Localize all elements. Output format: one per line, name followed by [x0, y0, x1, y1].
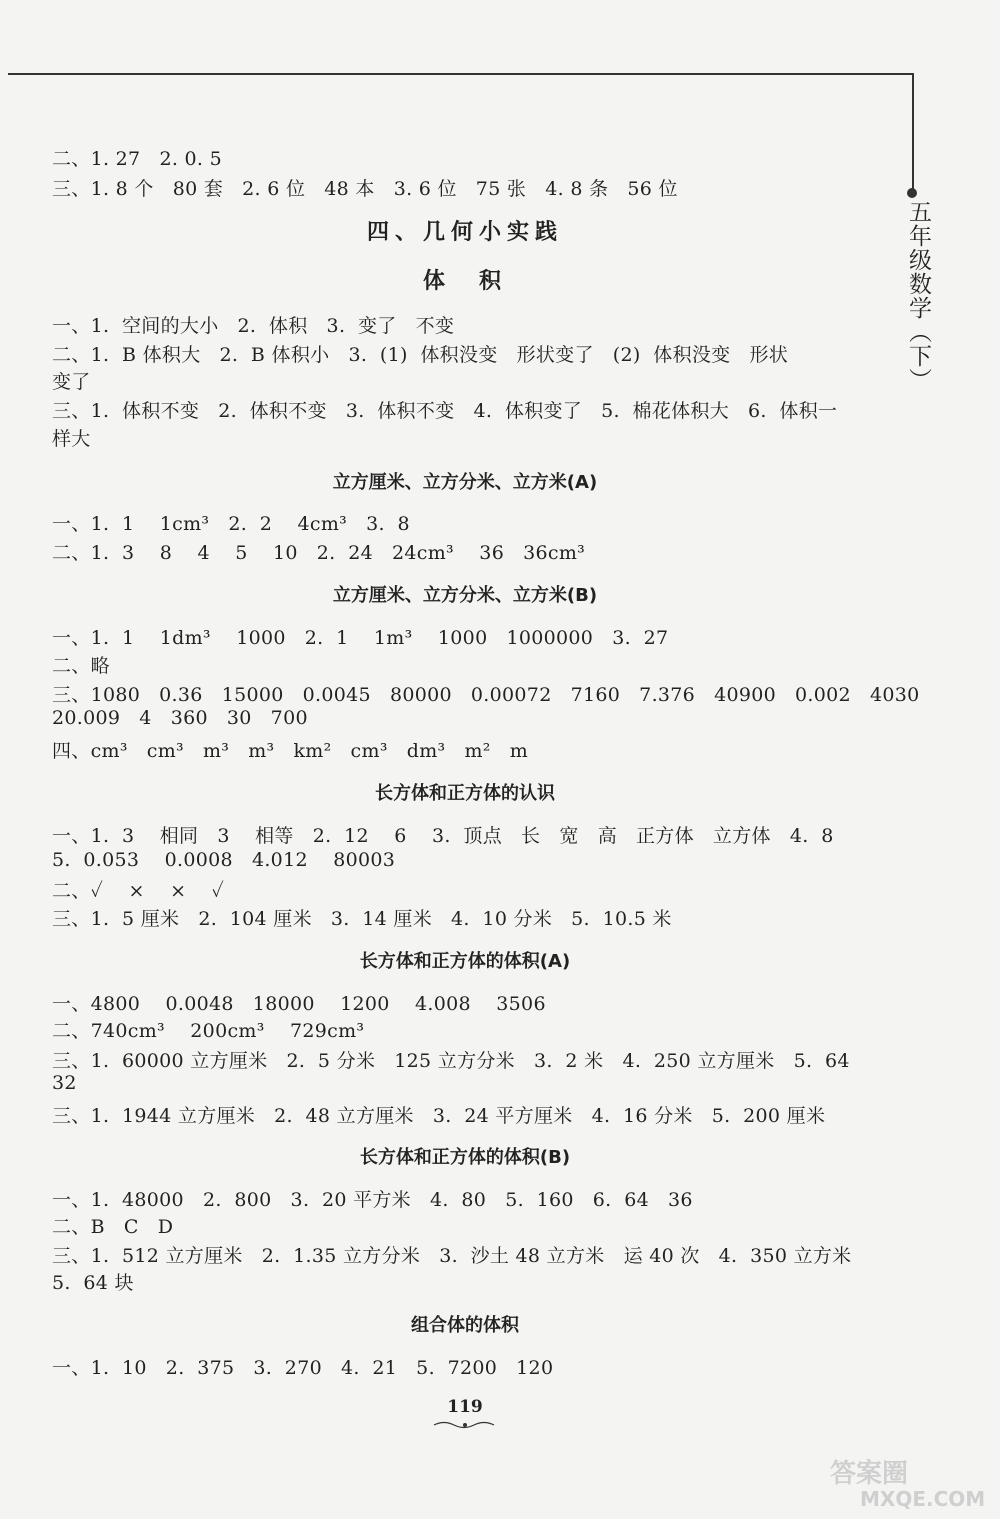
answer-line: 四、cm³ cm³ m³ m³ km² cm³ dm³ m² m [52, 740, 529, 762]
side-rule-dot [907, 188, 917, 198]
answer-line: 二、1. 3 8 4 5 10 2. 24 24cm³ 36 36cm³ [52, 542, 586, 564]
answer-line: 变了 [52, 371, 91, 393]
subsection-title: 立方厘米、立方分米、立方米(A) [332, 472, 598, 493]
svg-text:MXQE.COM: MXQE.COM [860, 1487, 986, 1511]
answer-line: 一、1. 3 相同 3 相等 2. 12 6 3. 顶点 长 宽 高 正方体 立方体 4. 8 [52, 825, 834, 847]
answer-line: 20.009 4 360 30 700 [52, 707, 308, 729]
side-rule [912, 73, 914, 191]
answer-line: 二、B C D [52, 1216, 174, 1238]
answer-line: 三、1. 512 立方厘米 2. 1.35 立方分米 3. 沙土 48 立方米 运 40 次 4. 350 立方米 [52, 1245, 852, 1267]
answer-line: 三、1. 体积不变 2. 体积不变 3. 体积不变 4. 体积变了 5. 棉花体积大 6. 体积一 [52, 400, 838, 422]
answer-line: 二、略 [52, 655, 110, 677]
section-title: 四、几何小实践 [366, 220, 563, 245]
answer-line: 二、740cm³ 200cm³ 729cm³ [52, 1020, 365, 1042]
subsection-title: 立方厘米、立方分米、立方米(B) [332, 585, 598, 606]
page-number: 119 [447, 1397, 483, 1417]
answer-line: 一、1. 1 1dm³ 1000 2. 1 1m³ 1000 1000000 3. 27 [52, 627, 669, 649]
answer-line: 样大 [52, 428, 91, 450]
subsection-title: 长方体和正方体的体积(A) [359, 951, 571, 972]
answer-line: 三、1. 5 厘米 2. 104 厘米 3. 14 厘米 4. 10 分米 5. 10.5 米 [52, 908, 672, 930]
answer-line: 32 [52, 1072, 77, 1094]
answer-line: 一、4800 0.0048 18000 1200 4.008 3506 [52, 993, 546, 1015]
answer-line: 一、1. 空间的大小 2. 体积 3. 变了 不变 [52, 315, 455, 337]
answer-line: 三、1. 1944 立方厘米 2. 48 立方厘米 3. 24 平方厘米 4. 16 分米 5. 200 厘米 [52, 1105, 826, 1127]
answer-line: 三、1. 8 个 80 套 2. 6 位 48 本 3. 6 位 75 张 4. 8 条 56 位 [52, 178, 678, 200]
answer-line: 5. 64 块 [52, 1272, 134, 1294]
answer-line: 二、✓ × × ✓ [52, 880, 225, 902]
answer-line: 一、1. 1 1cm³ 2. 2 4cm³ 3. 8 [52, 513, 410, 535]
watermark-logo [820, 1452, 990, 1512]
svg-text:答案圈: 答案圈 [830, 1459, 909, 1489]
answer-line: 三、1. 60000 立方厘米 2. 5 分米 125 立方分米 3. 2 米 4. 250 立方厘米 5. 64 [52, 1050, 850, 1072]
answer-line: 5. 0.053 0.0008 4.012 80003 [52, 849, 396, 871]
subsection-title: 长方体和正方体的认识 [375, 783, 555, 804]
answer-line: 一、1. 48000 2. 800 3. 20 平方米 4. 80 5. 160 6. 64 36 [52, 1189, 693, 1211]
answer-line: 三、1080 0.36 15000 0.0045 80000 0.00072 7160 7.376 40900 0.002 4030 [52, 684, 920, 706]
answer-line: 二、1. B 体积大 2. B 体积小 3. (1) 体积没变 形状变了 (2) 体积没变 形状 [52, 344, 789, 366]
subsection-title: 组合体的体积 [411, 1315, 519, 1336]
page-ornament [432, 1420, 498, 1430]
answer-line: 二、1. 27 2. 0. 5 [52, 148, 222, 170]
subsection-title: 体 积 [422, 269, 507, 294]
top-rule [8, 73, 913, 75]
side-label: 五年级数学（下） [905, 200, 931, 392]
subsection-title: 长方体和正方体的体积(B) [359, 1147, 571, 1168]
answer-line: 一、1. 10 2. 375 3. 270 4. 21 5. 7200 120 [52, 1357, 554, 1379]
